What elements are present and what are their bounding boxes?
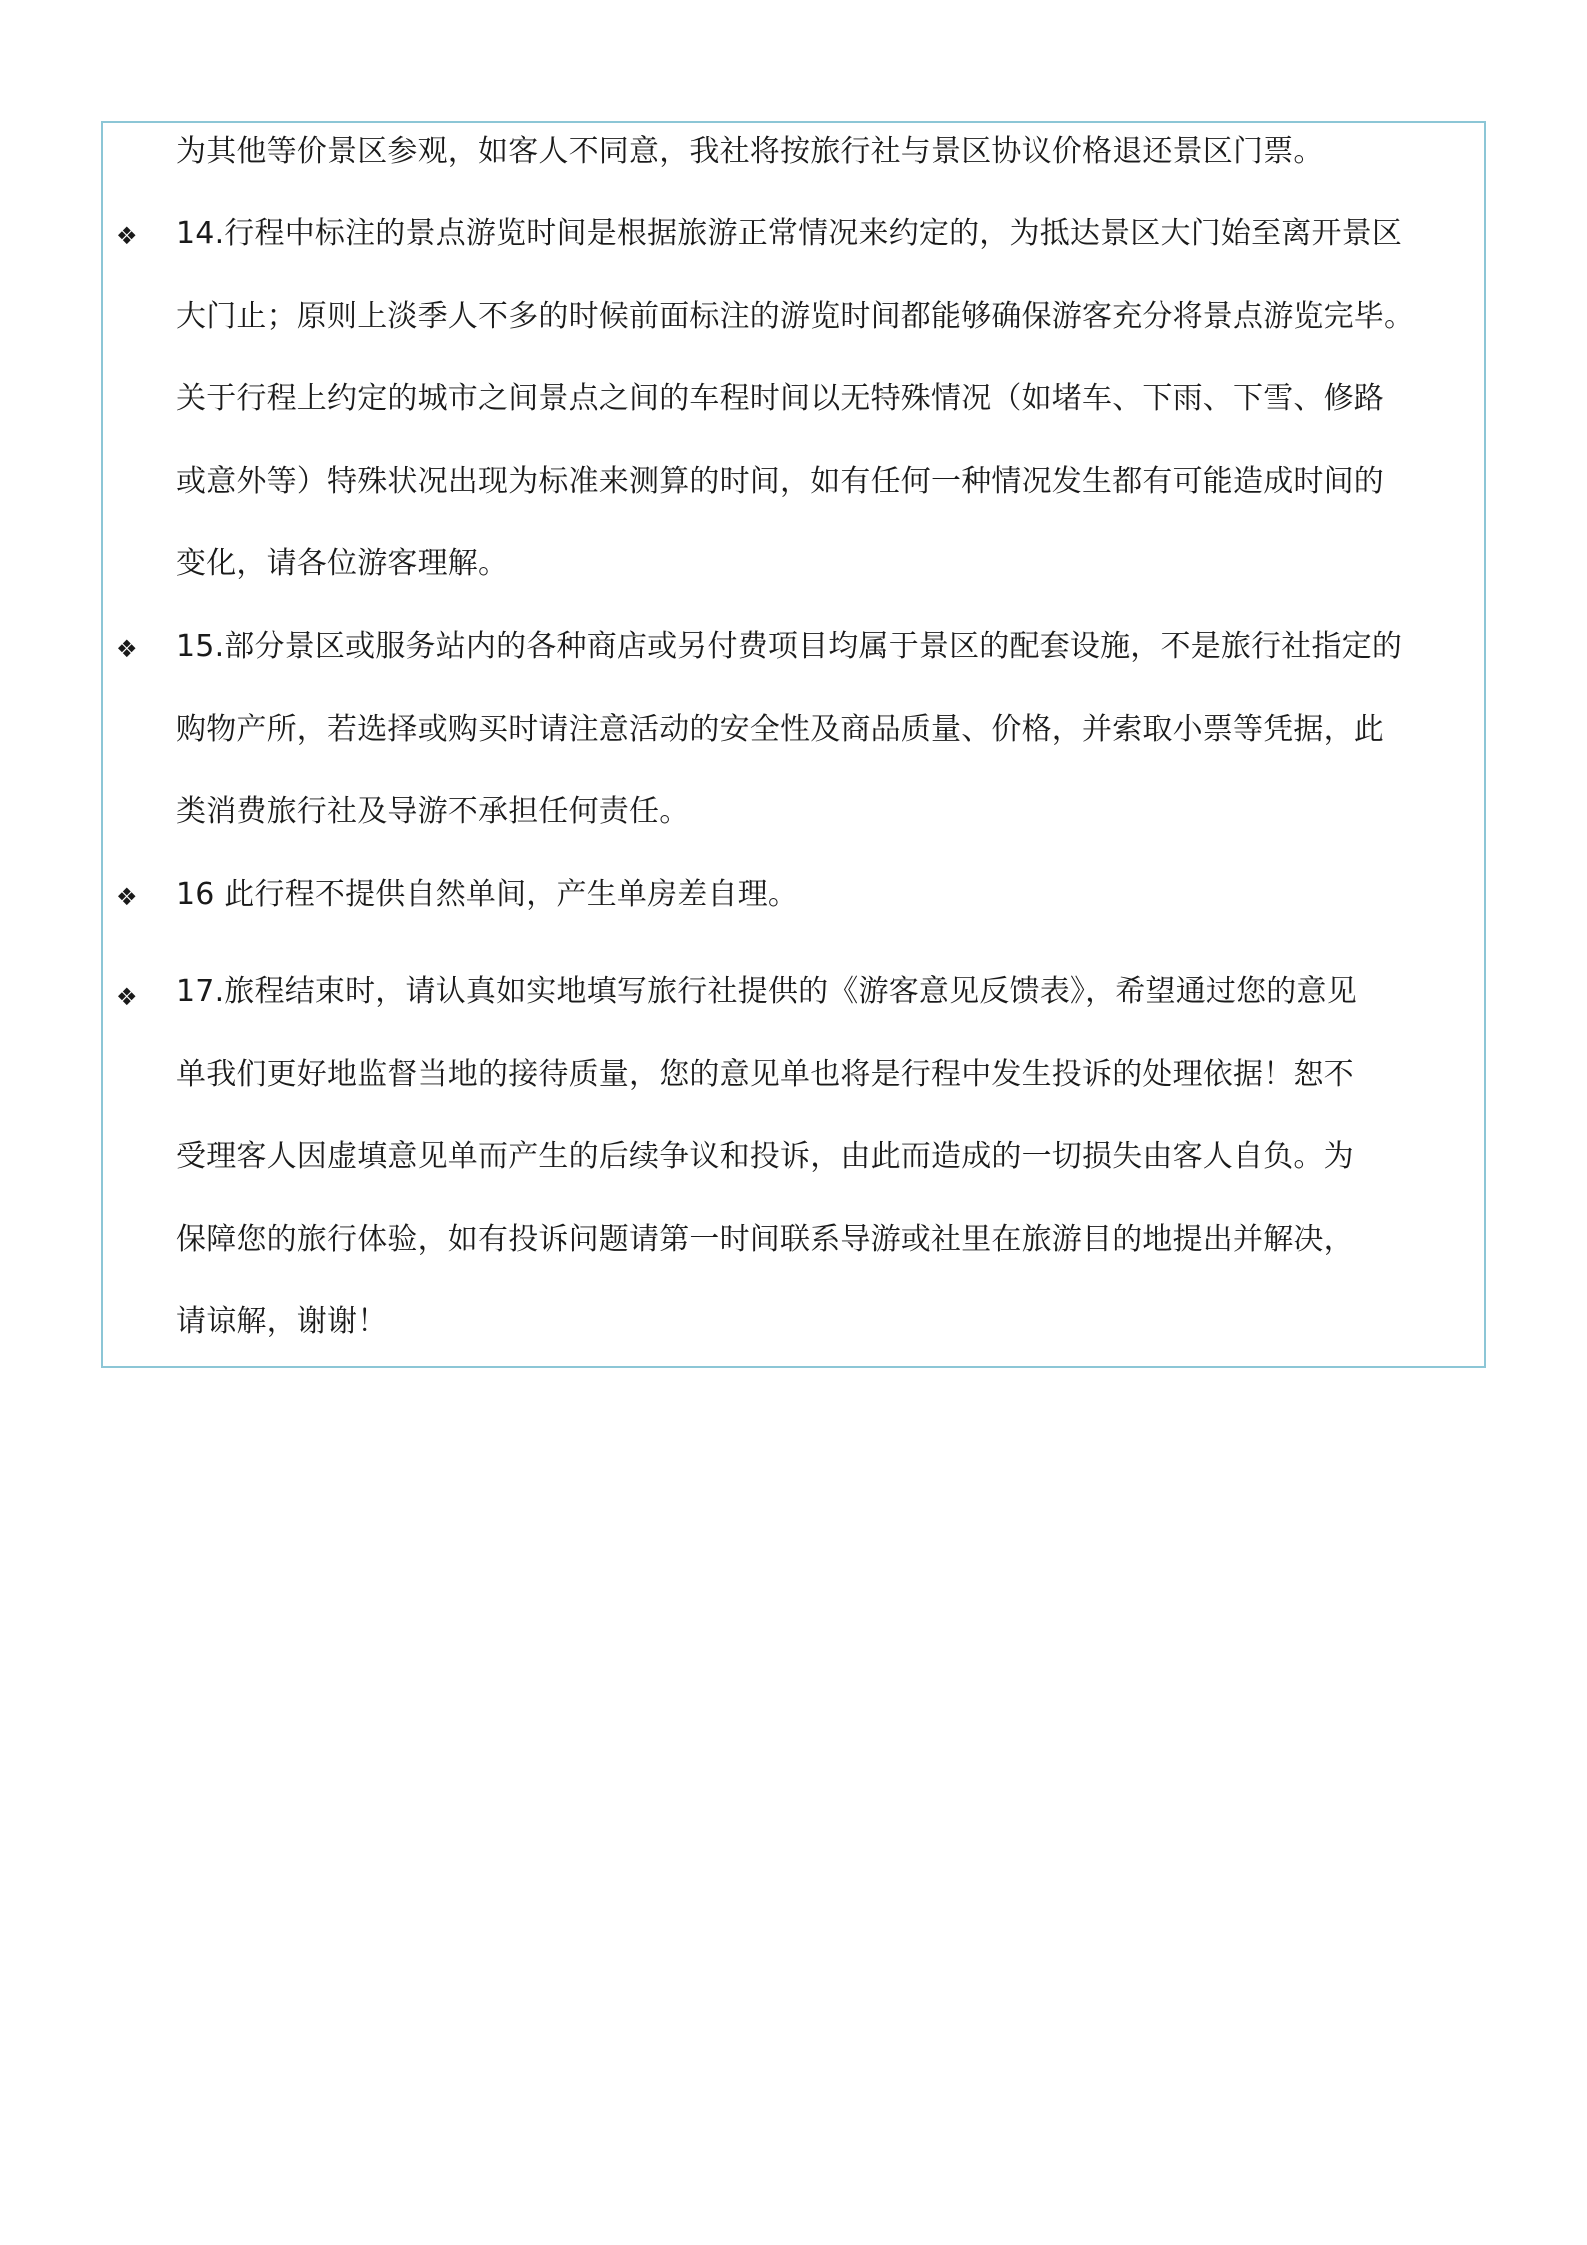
note-line: 16 此行程不提供自然单间，产生单房差自理。 — [176, 877, 799, 912]
note-line: 请谅解，谢谢！ — [176, 1304, 388, 1339]
note-line: 为其他等价景区参观，如客人不同意，我社将按旅行社与景区协议价格退还景区门票。 — [176, 134, 1324, 169]
note-line: 17.旅程结束时，请认真如实地填写旅行社提供的《游客意见反馈表》，希望通过您的意见 — [176, 974, 1357, 1009]
note-line: 或意外等）特殊状况出现为标准来测算的时间，如有任何一种情况发生都有可能造成时间的 — [176, 464, 1384, 499]
note-line: 大门止；原则上淡季人不多的时候前面标注的游览时间都能够确保游客充分将景点游览完毕。 — [176, 299, 1415, 334]
note-line: 受理客人因虚填意见单而产生的后续争议和投诉，由此而造成的一切损失由客人自负。为 — [176, 1139, 1354, 1174]
note-line: 关于行程上约定的城市之间景点之间的车程时间以无特殊情况（如堵车、下雨、下雪、修路 — [176, 381, 1384, 416]
note-line: 变化，请各位游客理解。 — [176, 546, 509, 581]
bullet-icon: ❖ — [116, 883, 138, 911]
bullet-icon: ❖ — [116, 635, 138, 663]
note-line: 保障您的旅行体验，如有投诉问题请第一时间联系导游或社里在旅游目的地提出并解决， — [176, 1222, 1354, 1257]
bullet-icon: ❖ — [116, 222, 138, 250]
note-line: 15.部分景区或服务站内的各种商店或另付费项目均属于景区的配套设施，不是旅行社指定的 — [176, 629, 1403, 664]
bullet-icon: ❖ — [116, 983, 138, 1011]
note-line: 购物产所，若选择或购买时请注意活动的安全性及商品质量、价格，并索取小票等凭据，此 — [176, 712, 1384, 747]
note-line: 14.行程中标注的景点游览时间是根据旅游正常情况来约定的，为抵达景区大门始至离开景区 — [176, 216, 1403, 251]
note-line: 单我们更好地监督当地的接待质量，您的意见单也将是行程中发生投诉的处理依据！恕不 — [176, 1057, 1354, 1092]
note-line: 类消费旅行社及导游不承担任何责任。 — [176, 794, 690, 829]
